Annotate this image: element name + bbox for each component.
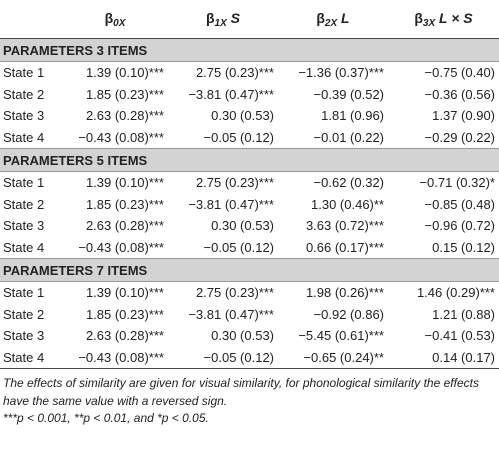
- cell-value: −0.75 (0.40): [424, 65, 495, 81]
- row-label: State 4: [3, 129, 45, 145]
- cell-value: 1.30 (0.46)**: [311, 196, 384, 212]
- cell-value: 1.98 (0.26)***: [305, 285, 384, 301]
- table-footnote: [0, 369, 499, 428]
- table-row: [0, 347, 499, 369]
- header-beta-0x: $\beta_{0X}$: [62, 0, 168, 39]
- header-beta-3x: $\beta_{3X}$ L × S: [388, 0, 499, 39]
- cell-value: −0.96 (0.72): [424, 218, 495, 234]
- cell-value: 0.30 (0.53): [211, 218, 274, 234]
- table-row: [0, 194, 499, 216]
- cell-value: 1.39 (0.10)***: [85, 65, 164, 81]
- section-header: [0, 39, 499, 62]
- cell-value: −0.05 (0.12): [168, 347, 278, 369]
- table-row: [0, 127, 499, 149]
- table-body: [0, 39, 499, 369]
- row-label: State 2: [3, 86, 45, 102]
- cell-value: 1.21 (0.88): [432, 306, 495, 322]
- row-label: State 1: [3, 65, 45, 81]
- cell-value: −0.65 (0.24)**: [278, 347, 388, 369]
- cell-value: −0.36 (0.56): [424, 86, 495, 102]
- row-label: State 1: [3, 285, 45, 301]
- cell-value: −0.43 (0.08)***: [78, 239, 164, 255]
- cell-value: 2.75 (0.23)***: [195, 285, 274, 301]
- cell-value: 2.75 (0.23)***: [195, 65, 274, 81]
- table-row: [0, 325, 499, 347]
- cell-value: 1.85 (0.23)***: [85, 86, 164, 102]
- cell-value: 2.63 (0.28)***: [85, 328, 164, 344]
- table-row: [0, 62, 499, 84]
- cell-value: −5.45 (0.61)***: [298, 328, 384, 344]
- cell-value: −3.81 (0.47)***: [188, 306, 274, 322]
- cell-value: 1.81 (0.96): [321, 108, 384, 124]
- row-label: State 3: [3, 218, 45, 234]
- cell-value: −0.39 (0.52): [313, 86, 384, 102]
- cell-value: 0.66 (0.17)***: [305, 239, 384, 255]
- cell-value: −0.71 (0.32)*: [419, 175, 495, 191]
- row-label: State 4: [0, 347, 62, 369]
- cell-value: −1.36 (0.37)***: [298, 65, 384, 81]
- header-state-blank: [0, 0, 62, 39]
- table-header: [0, 0, 499, 39]
- cell-value: −3.81 (0.47)***: [188, 86, 274, 102]
- cell-value: −0.85 (0.48): [424, 196, 495, 212]
- header-beta-1x: $\beta_{1X}$ S: [168, 0, 278, 39]
- footnote-significance: ***p < 0.001, **p < 0.01, and *p < 0.05.: [3, 411, 209, 425]
- cell-value: −0.01 (0.22): [313, 129, 384, 145]
- table-row: [0, 172, 499, 194]
- table-row: [0, 304, 499, 326]
- cell-value: −0.05 (0.12): [203, 239, 274, 255]
- section-header: [0, 149, 499, 172]
- cell-value: 0.30 (0.53): [211, 328, 274, 344]
- section-title: PARAMETERS 3 ITEMS: [0, 39, 499, 62]
- footnote-similarity: The effects of similarity are given for visual similarity, for phonological similarity the effects have the same value with a reversed sign.: [3, 376, 479, 408]
- cell-value: −0.41 (0.53): [424, 328, 495, 344]
- cell-value: −0.92 (0.86): [313, 306, 384, 322]
- cell-value: 2.75 (0.23)***: [195, 175, 274, 191]
- cell-value: 3.63 (0.72)***: [305, 218, 384, 234]
- row-label: State 4: [3, 239, 45, 255]
- section-title: PARAMETERS 7 ITEMS: [0, 259, 499, 282]
- cell-value: 1.85 (0.23)***: [85, 196, 164, 212]
- cell-value: −3.81 (0.47)***: [188, 196, 274, 212]
- cell-value: 0.14 (0.17): [388, 347, 499, 369]
- cell-value: 1.39 (0.10)***: [85, 285, 164, 301]
- section-title: PARAMETERS 5 ITEMS: [0, 149, 499, 172]
- cell-value: 0.30 (0.53): [211, 108, 274, 124]
- cell-value: 1.46 (0.29)***: [416, 285, 495, 301]
- table-row: [0, 84, 499, 106]
- cell-value: 1.37 (0.90): [432, 108, 495, 124]
- cell-value: −0.62 (0.32): [313, 175, 384, 191]
- row-label: State 3: [3, 328, 45, 344]
- cell-value: −0.43 (0.08)***: [78, 129, 164, 145]
- row-label: State 1: [3, 175, 45, 191]
- cell-value: 1.39 (0.10)***: [85, 175, 164, 191]
- table-row: [0, 105, 499, 127]
- cell-value: −0.05 (0.12): [203, 129, 274, 145]
- table-row: [0, 215, 499, 237]
- cell-value: 2.63 (0.28)***: [85, 218, 164, 234]
- cell-value: −0.43 (0.08)***: [62, 347, 168, 369]
- cell-value: −0.29 (0.22): [424, 129, 495, 145]
- cell-value: 1.85 (0.23)***: [85, 306, 164, 322]
- cell-value: 0.15 (0.12): [432, 239, 495, 255]
- section-header: [0, 259, 499, 282]
- row-label: State 3: [3, 108, 45, 124]
- row-label: State 2: [3, 196, 45, 212]
- table-row: [0, 282, 499, 304]
- table-row: [0, 237, 499, 259]
- cell-value: 2.63 (0.28)***: [85, 108, 164, 124]
- header-beta-2x: $\beta_{2X}$ L: [278, 0, 388, 39]
- row-label: State 2: [3, 306, 45, 322]
